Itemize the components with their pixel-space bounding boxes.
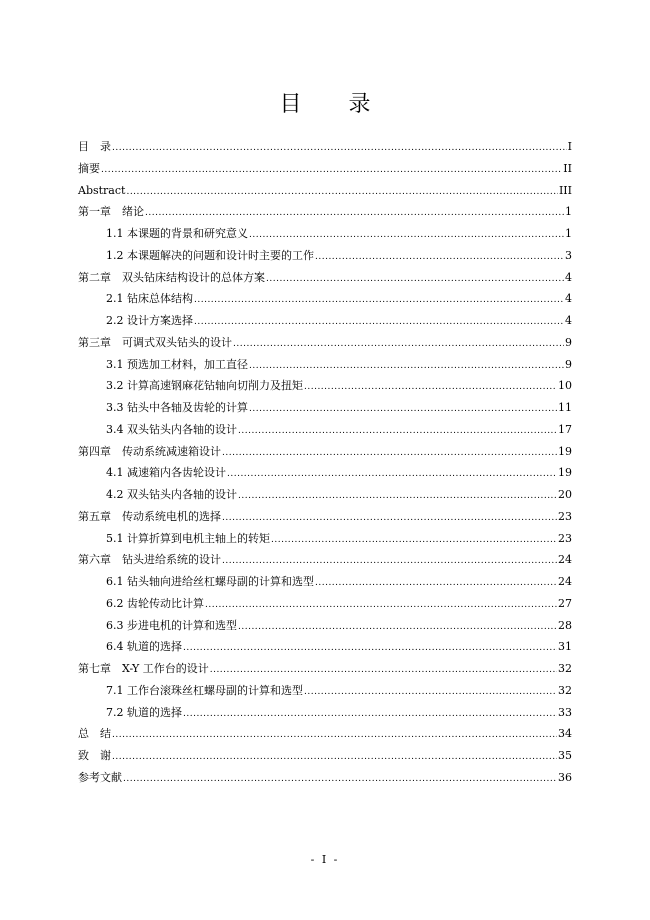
toc-section-entry[interactable] xyxy=(78,310,572,332)
toc-chapter-entry[interactable] xyxy=(78,723,572,745)
toc-entry-label: 3.2 计算高速钢麻花钻轴向切削力及扭矩 xyxy=(106,379,303,393)
toc-entry-label: 2.1 钻床总体结构 xyxy=(106,292,193,306)
toc-entry-label: 7.1 工作台滚珠丝杠螺母副的计算和选型 xyxy=(106,683,303,697)
toc-entry-page-number: 24 xyxy=(558,575,572,588)
toc-entry-page-number: 33 xyxy=(558,705,572,719)
toc-chapter-entry[interactable] xyxy=(78,441,572,463)
toc-chapter-entry[interactable] xyxy=(78,658,572,680)
toc-dot-leader xyxy=(315,573,557,595)
toc-dot-leader xyxy=(112,725,557,747)
toc-entry-label: 3.1 预选加工材料，加工直径 xyxy=(106,357,248,371)
toc-entry-page-number: 32 xyxy=(558,662,572,675)
toc-dot-leader xyxy=(123,769,557,791)
toc-entry-page-number: 4 xyxy=(565,270,572,284)
toc-section-entry[interactable] xyxy=(78,636,572,658)
toc-dot-leader xyxy=(112,747,557,769)
toc-chapter-entry[interactable] xyxy=(78,158,572,180)
toc-entry-page-number: 27 xyxy=(558,596,572,610)
toc-dot-leader xyxy=(233,334,564,356)
toc-chapter-entry[interactable] xyxy=(78,332,572,354)
toc-dot-leader xyxy=(249,399,557,421)
toc-entry-label: 6.2 齿轮传动比计算 xyxy=(106,596,204,610)
toc-entry-label: 第一章 绪论 xyxy=(78,205,144,219)
table-of-contents xyxy=(78,136,572,789)
toc-entry-page-number: II xyxy=(563,161,572,175)
toc-entry-label: 4.1 减速箱内各齿轮设计 xyxy=(106,466,226,480)
toc-section-entry[interactable] xyxy=(78,484,572,506)
toc-dot-leader xyxy=(222,443,557,465)
toc-entry-page-number: 4 xyxy=(565,314,572,327)
toc-chapter-entry[interactable] xyxy=(78,180,572,202)
toc-entry-label: 6.1 钻头轴向进给丝杠螺母副的计算和选型 xyxy=(106,575,314,588)
toc-dot-leader xyxy=(266,269,564,291)
toc-section-entry[interactable] xyxy=(78,571,572,593)
toc-entry-page-number: 23 xyxy=(558,509,572,523)
toc-dot-leader xyxy=(249,225,564,247)
toc-section-entry[interactable] xyxy=(78,245,572,267)
toc-entry-label: 第二章 双头钻床结构设计的总体方案 xyxy=(78,270,265,284)
toc-chapter-entry[interactable] xyxy=(78,201,572,223)
toc-entry-label: 摘要 xyxy=(78,161,100,175)
toc-dot-leader xyxy=(222,508,557,530)
toc-dot-leader xyxy=(227,464,557,486)
toc-entry-page-number: 19 xyxy=(558,444,572,458)
toc-section-entry[interactable] xyxy=(78,593,572,615)
toc-entry-page-number: 36 xyxy=(558,770,572,784)
toc-section-entry[interactable] xyxy=(78,223,572,245)
toc-dot-leader xyxy=(112,138,567,160)
toc-dot-leader xyxy=(183,638,557,660)
toc-dot-leader xyxy=(145,203,564,225)
toc-entry-label: 第五章 传动系统电机的选择 xyxy=(78,509,221,523)
toc-entry-label: 3.4 双头钻头内各轴的设计 xyxy=(106,422,237,436)
toc-entry-page-number: 34 xyxy=(558,727,572,741)
toc-entry-page-number: 9 xyxy=(565,335,572,349)
toc-section-entry[interactable] xyxy=(78,702,572,724)
toc-entry-label: 参考文献 xyxy=(78,770,122,784)
toc-entry-page-number: 9 xyxy=(565,357,572,371)
toc-entry-page-number: 1 xyxy=(565,205,572,219)
toc-entry-page-number: III xyxy=(558,183,572,197)
toc-chapter-entry[interactable] xyxy=(78,506,572,528)
toc-entry-page-number: 19 xyxy=(558,466,572,480)
toc-dot-leader xyxy=(238,486,557,508)
toc-dot-leader xyxy=(205,595,557,617)
toc-entry-label: 5.1 计算折算到电机主轴上的转矩 xyxy=(106,531,270,545)
toc-dot-leader xyxy=(194,290,564,312)
toc-entry-label: 6.3 步进电机的计算和选型 xyxy=(106,618,237,632)
toc-dot-leader xyxy=(238,421,557,443)
toc-entry-page-number: 17 xyxy=(558,422,572,436)
toc-dot-leader xyxy=(183,704,557,726)
toc-dot-leader xyxy=(304,682,557,704)
toc-entry-label: 1.2 本课题解决的问题和设计时主要的工作 xyxy=(106,248,314,262)
toc-entry-page-number: 32 xyxy=(558,683,572,697)
toc-entry-page-number: 20 xyxy=(558,488,572,501)
toc-section-entry[interactable] xyxy=(78,397,572,419)
toc-entry-label: 目 录 xyxy=(78,140,111,153)
toc-section-entry[interactable] xyxy=(78,288,572,310)
toc-entry-label: 6.4 轨道的选择 xyxy=(106,640,182,654)
toc-entry-page-number: 4 xyxy=(565,292,572,306)
toc-chapter-entry[interactable] xyxy=(78,745,572,767)
toc-entry-label: 第六章 钻头进给系统的设计 xyxy=(78,553,221,567)
toc-section-entry[interactable] xyxy=(78,528,572,550)
toc-section-entry[interactable] xyxy=(78,462,572,484)
toc-entry-label: 4.2 双头钻头内各轴的设计 xyxy=(106,488,237,501)
toc-dot-leader xyxy=(101,160,562,182)
toc-chapter-entry[interactable] xyxy=(78,136,572,158)
page-title: 目 录 xyxy=(279,92,391,117)
toc-section-entry[interactable] xyxy=(78,680,572,702)
toc-entry-label: 1.1 本课题的背景和研究意义 xyxy=(106,227,248,240)
toc-entry-page-number: 11 xyxy=(558,401,572,414)
toc-entry-label: 第四章 传动系统减速箱设计 xyxy=(78,444,221,458)
toc-entry-page-number: 35 xyxy=(558,749,572,762)
toc-section-entry[interactable] xyxy=(78,615,572,637)
toc-entry-page-number: 3 xyxy=(565,248,572,262)
toc-entry-label: Abstract xyxy=(78,183,126,197)
toc-dot-leader xyxy=(194,312,564,334)
toc-section-entry[interactable] xyxy=(78,354,572,376)
toc-entry-label: 2.2 设计方案选择 xyxy=(106,314,193,327)
toc-entry-label: 第七章 X-Y 工作台的设计 xyxy=(78,662,209,675)
toc-entry-label: 致 谢 xyxy=(78,749,111,762)
toc-chapter-entry[interactable] xyxy=(78,267,572,289)
toc-dot-leader xyxy=(249,356,564,378)
toc-dot-leader xyxy=(210,660,557,682)
toc-entry-page-number: 24 xyxy=(558,553,572,567)
toc-entry-page-number: I xyxy=(567,140,572,153)
toc-dot-leader xyxy=(304,377,557,399)
toc-dot-leader xyxy=(126,182,558,204)
toc-section-entry[interactable] xyxy=(78,375,572,397)
toc-entry-page-number: 1 xyxy=(565,227,572,240)
toc-chapter-entry[interactable] xyxy=(78,549,572,571)
toc-entry-label: 7.2 轨道的选择 xyxy=(106,705,182,719)
toc-chapter-entry[interactable] xyxy=(78,767,572,789)
toc-entry-label: 3.3 钻头中各轴及齿轮的计算 xyxy=(106,401,248,414)
toc-entry-label: 第三章 可调式双头钻头的设计 xyxy=(78,335,232,349)
page-number-footer: - I - xyxy=(310,853,340,866)
toc-entry-page-number: 10 xyxy=(558,379,572,393)
toc-entry-label: 总 结 xyxy=(78,727,111,741)
toc-dot-leader xyxy=(238,617,557,639)
toc-dot-leader xyxy=(222,551,557,573)
toc-section-entry[interactable] xyxy=(78,419,572,441)
toc-dot-leader xyxy=(315,247,564,269)
toc-entry-page-number: 28 xyxy=(558,618,572,632)
toc-entry-page-number: 23 xyxy=(558,531,572,545)
toc-entry-page-number: 31 xyxy=(558,640,572,654)
toc-dot-leader xyxy=(271,530,557,552)
